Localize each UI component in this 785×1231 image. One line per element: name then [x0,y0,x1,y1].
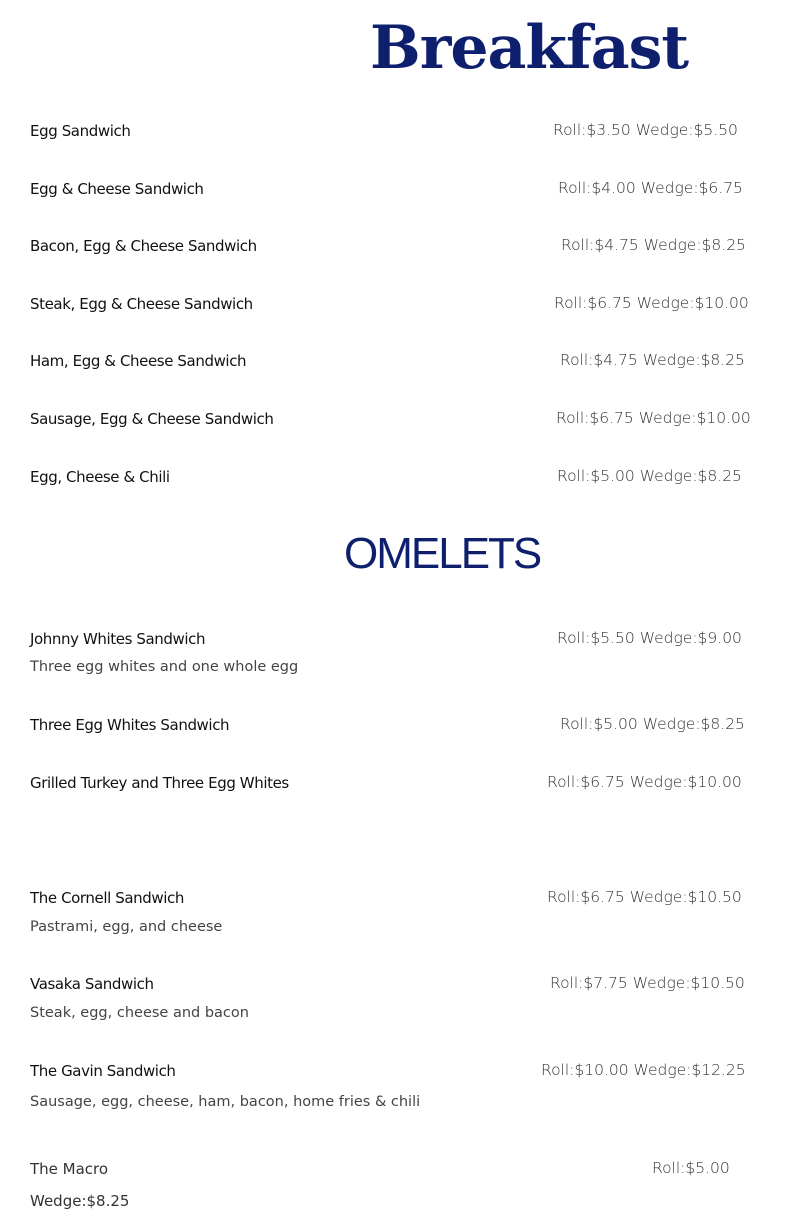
menu-item-name: Sausage, Egg & Cheese Sandwich [30,410,274,428]
menu-item-name: The Macro [30,1160,109,1178]
menu-item-price: Roll:$5.00 Wedge:$8.25 [557,467,742,485]
menu-item-price: Roll:$10.00 Wedge:$12.25 [541,1061,746,1079]
menu-item-name: The Cornell Sandwich [30,889,184,907]
menu-item-price: Roll:$3.50 Wedge:$5.50 [553,121,738,139]
menu-item-description: Steak, egg, cheese and bacon [30,1005,249,1021]
menu-item-price: Roll:$6.75 Wedge:$10.00 [547,773,742,791]
menu-item-price: Roll:$4.75 Wedge:$8.25 [560,351,745,369]
menu-item-price: Roll:$6.75 Wedge:$10.50 [547,888,742,906]
menu-item-price: Roll:$5.50 Wedge:$9.00 [557,629,742,647]
menu-item-name: Bacon, Egg & Cheese Sandwich [30,237,257,255]
menu-item-name: Egg & Cheese Sandwich [30,180,204,198]
menu-item-price: Wedge:$8.25 [30,1192,130,1210]
menu-item-name: Johnny Whites Sandwich [30,630,206,648]
menu-item-price: Roll:$4.00 Wedge:$6.75 [558,179,743,197]
menu-item-name: Egg Sandwich [30,122,131,140]
menu-item-name: The Gavin Sandwich [30,1062,176,1080]
menu-item-name: Egg, Cheese & Chili [30,468,170,486]
menu-item-name: Three Egg Whites Sandwich [30,716,230,734]
menu-item-name: Steak, Egg & Cheese Sandwich [30,295,253,313]
menu-item-description: Three egg whites and one whole egg [30,659,299,675]
menu-item-name: Grilled Turkey and Three Egg Whites [30,774,289,792]
menu-item-price: Roll:$6.75 Wedge:$10.00 [556,409,751,427]
menu-item-price: Roll:$4.75 Wedge:$8.25 [561,236,746,254]
menu-item-price: Roll:$6.75 Wedge:$10.00 [554,294,749,312]
menu-item-name: Ham, Egg & Cheese Sandwich [30,352,247,370]
section-title: OMELETS [344,529,541,578]
menu-item-description: Sausage, egg, cheese, ham, bacon, home fries & chili [30,1094,421,1110]
page-title: Breakfast [370,13,689,83]
menu-item-price: Roll:$5.00 [652,1159,730,1177]
menu-item-price: Roll:$7.75 Wedge:$10.50 [550,974,745,992]
menu-item-description: Pastrami, egg, and cheese [30,919,223,935]
menu-item-price: Roll:$5.00 Wedge:$8.25 [560,715,745,733]
menu-item-name: Vasaka Sandwich [30,975,154,993]
